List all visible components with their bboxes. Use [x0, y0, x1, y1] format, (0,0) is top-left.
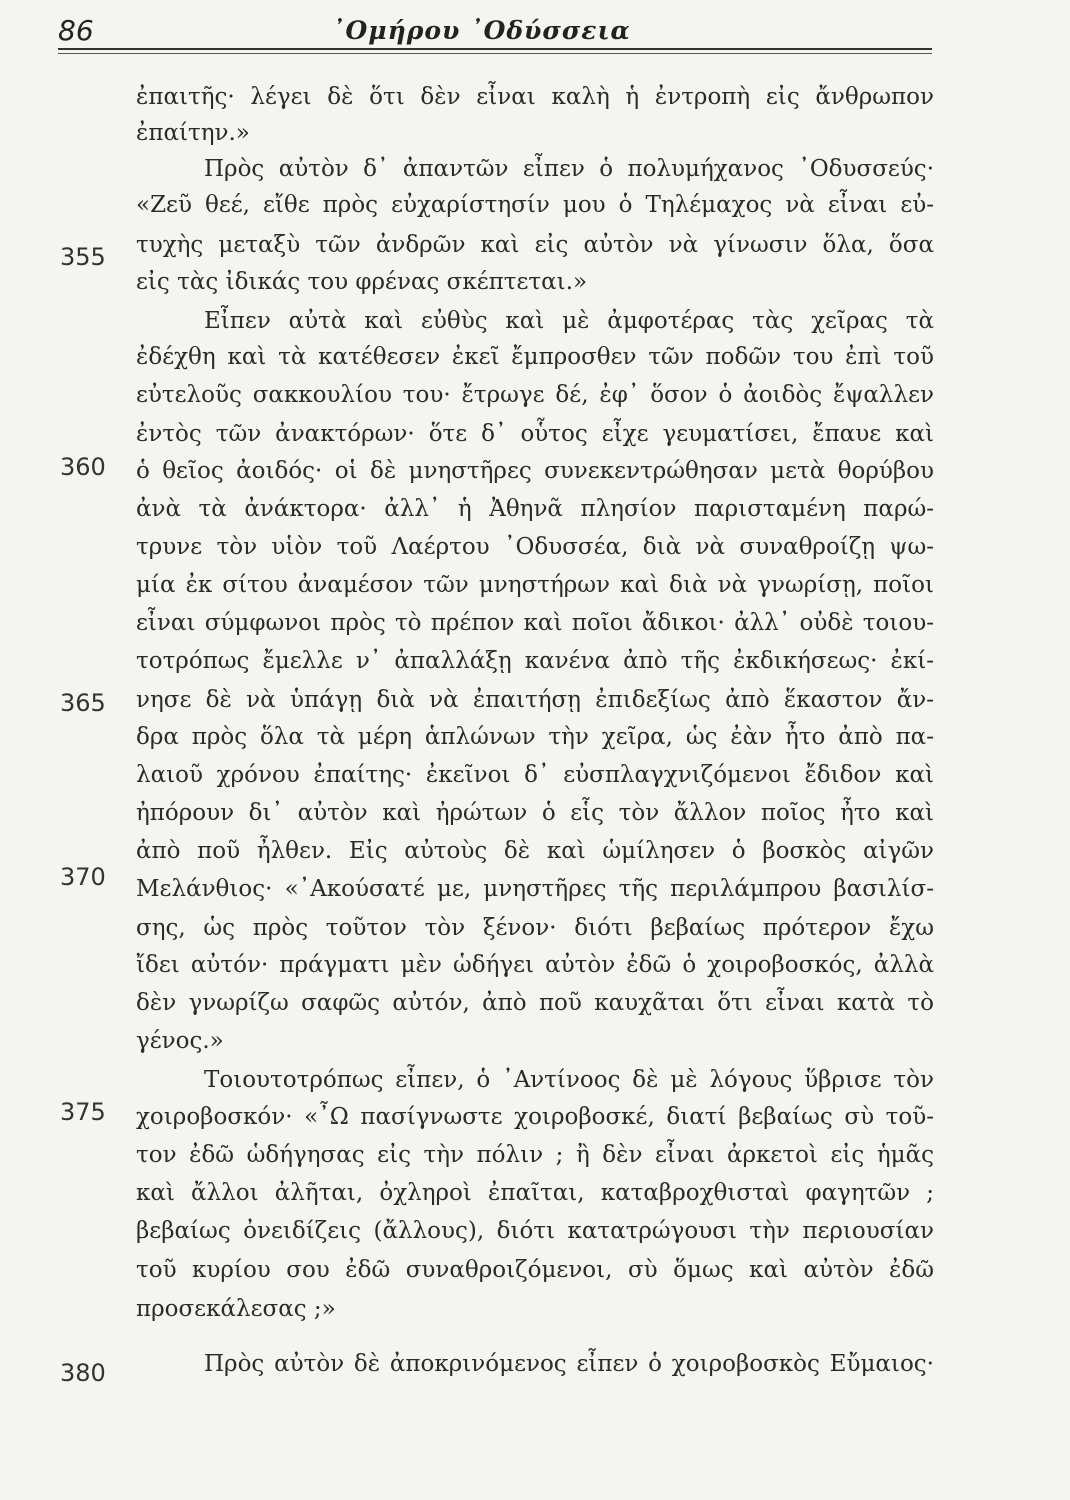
text-line: Τοιουτοτρόπως εἶπεν, ὁ ᾿Αντίνοος δὲ μὲ λόγους ὕβρισε τὸν	[204, 1067, 934, 1093]
text-line: Πρὸς αὐτὸν δὲ ἀποκρινόμενος εἶπεν ὁ χοιροβοσκὸς Εὔμαιος·	[204, 1351, 934, 1377]
text-line: τρυνε τὸν υἱὸν τοῦ Λαέρτου ᾿Οδυσσέα, διὰ νὰ συναθροίζῃ ψω-	[136, 534, 934, 560]
line-number: 355	[60, 243, 106, 271]
text-line: εἰς τὰς ἰδικάς του φρένας σκέπτεται.»	[136, 269, 588, 295]
text-line: ὁ θεῖος ἀοιδός· οἱ δὲ μνηστῆρες συνεκεντρώθησαν μετὰ θορύβου	[136, 458, 934, 484]
text-line: μία ἐκ σίτου ἀναμέσον τῶν μνηστήρων καὶ διὰ νὰ γνωρίσῃ, ποῖοι	[136, 572, 934, 598]
text-line: εἶναι σύμφωνοι πρὸς τὸ πρέπον καὶ ποῖοι ἄδικοι· ἀλλ᾿ οὐδὲ τοιου-	[136, 610, 934, 636]
header-rule	[58, 48, 932, 50]
line-number: 365	[60, 689, 106, 717]
text-line: ἴδει αὐτόν· πράγματι μὲν ὡδήγει αὐτὸν ἐδῶ ὁ χοιροβοσκός, ἀλλὰ	[136, 952, 934, 978]
running-title: ᾿Ομήρου ᾿Οδύσσεια	[332, 16, 631, 45]
text-line: ἐντὸς τῶν ἀνακτόρων· ὅτε δ᾿ οὗτος εἶχε γευματίσει, ἔπαυε καὶ	[136, 421, 934, 447]
text-line: ἀνὰ τὰ ἀνάκτορα· ἀλλ᾿ ἡ Ἀθηνᾶ πλησίον παρισταμένη παρώ-	[136, 496, 934, 522]
text-line: τοτρόπως ἔμελλε ν᾿ ἀπαλλάξῃ κανένα ἀπὸ τῆς ἐκδικήσεως· ἐκί-	[136, 648, 934, 674]
text-line: σης, ὡς πρὸς τοῦτον τὸν ξένον· διότι βεβαίως πρότερον ἔχω	[136, 915, 934, 941]
text-line: Εἶπεν αὐτὰ καὶ εὐθὺς καὶ μὲ ἀμφοτέρας τὰς χεῖρας τὰ	[204, 308, 934, 334]
text-line: Μελάνθιος· «᾿Ακούσατέ με, μνηστῆρες τῆς περιλάμπρου βασιλίσ-	[136, 876, 934, 902]
text-line: «Ζεῦ θεέ, εἴθε πρὸς εὐχαρίστησίν μου ὁ Τηλέμαχος νὰ εἶναι εὐ-	[136, 192, 934, 218]
text-line: προσεκάλεσας ;»	[136, 1296, 336, 1322]
text-line: ἠπόρουν δι᾿ αὐτὸν καὶ ἠρώτων ὁ εἷς τὸν ἄλλον ποῖος ἦτο καὶ	[136, 800, 934, 826]
text-line: γένος.»	[136, 1028, 224, 1054]
text-line: βεβαίως ὀνειδίζεις (ἄλλους), διότι κατατρώγουσι τὴν περιουσίαν	[136, 1218, 934, 1244]
page-header	[58, 12, 932, 58]
text-line: χοιροβοσκόν· «῏Ω πασίγνωστε χοιροβοσκέ, διατί βεβαίως σὺ τοῦ-	[136, 1104, 934, 1130]
text-line: καὶ ἄλλοι ἀλῆται, ὀχληροὶ ἐπαῖται, καταβροχθισταὶ φαγητῶν ;	[136, 1180, 934, 1206]
text-line: τυχὴς μεταξὺ τῶν ἀνδρῶν καὶ εἰς αὐτὸν νὰ γίνωσιν ὅλα, ὅσα	[136, 232, 934, 258]
text-line: λαιοῦ χρόνου ἐπαίτης· ἐκεῖνοι δ᾿ εὐσπλαγχνιζόμενοι ἔδιδον καὶ	[136, 762, 934, 788]
text-line: δὲν γνωρίζω σαφῶς αὐτόν, ἀπὸ ποῦ καυχᾶται ὅτι εἶναι κατὰ τὸ	[136, 990, 934, 1016]
line-number: 370	[60, 863, 106, 891]
line-number: 360	[60, 453, 106, 481]
text-line: τον ἐδῶ ὡδήγησας εἰς τὴν πόλιν ; ἢ δὲν εἶναι ἀρκετοὶ εἰς ἡμᾶς	[136, 1142, 934, 1168]
line-number: 380	[60, 1359, 106, 1387]
text-line: ἀπὸ ποῦ ἦλθεν. Εἰς αὐτοὺς δὲ καὶ ὡμίλησεν ὁ βοσκὸς αἰγῶν	[136, 838, 934, 864]
text-line: νησε δὲ νὰ ὑπάγῃ διὰ νὰ ἐπαιτήσῃ ἐπιδεξίως ἀπὸ ἕκαστον ἄν-	[136, 687, 934, 713]
text-line: ἐπαίτην.»	[136, 120, 250, 146]
text-line: τοῦ κυρίου σου ἐδῶ συναθροιζόμενοι, σὺ ὅμως καὶ αὐτὸν ἐδῶ	[136, 1257, 934, 1283]
text-line: εὐτελοῦς σακκουλίου του· ἔτρωγε δέ, ἐφ᾿ ὅσον ὁ ἀοιδὸς ἔψαλλεν	[136, 382, 934, 408]
header-rule-thin	[58, 53, 932, 54]
text-line: ἐπαιτῆς· λέγει δὲ ὅτι δὲν εἶναι καλὴ ἡ ἐντροπὴ εἰς ἄνθρωπον	[136, 84, 934, 110]
line-number: 375	[60, 1098, 106, 1126]
text-line: δρα πρὸς ὅλα τὰ μέρη ἁπλώνων τὴν χεῖρα, ὡς ἐὰν ἦτο ἀπὸ πα-	[136, 724, 934, 750]
text-line: Πρὸς αὐτὸν δ᾿ ἀπαντῶν εἶπεν ὁ πολυμήχανος ᾿Οδυσσεύς·	[204, 156, 934, 182]
text-line: ἐδέχθη καὶ τὰ κατέθεσεν ἐκεῖ ἔμπροσθεν τῶν ποδῶν του ἐπὶ τοῦ	[136, 344, 934, 370]
page-number: 86	[58, 14, 94, 47]
